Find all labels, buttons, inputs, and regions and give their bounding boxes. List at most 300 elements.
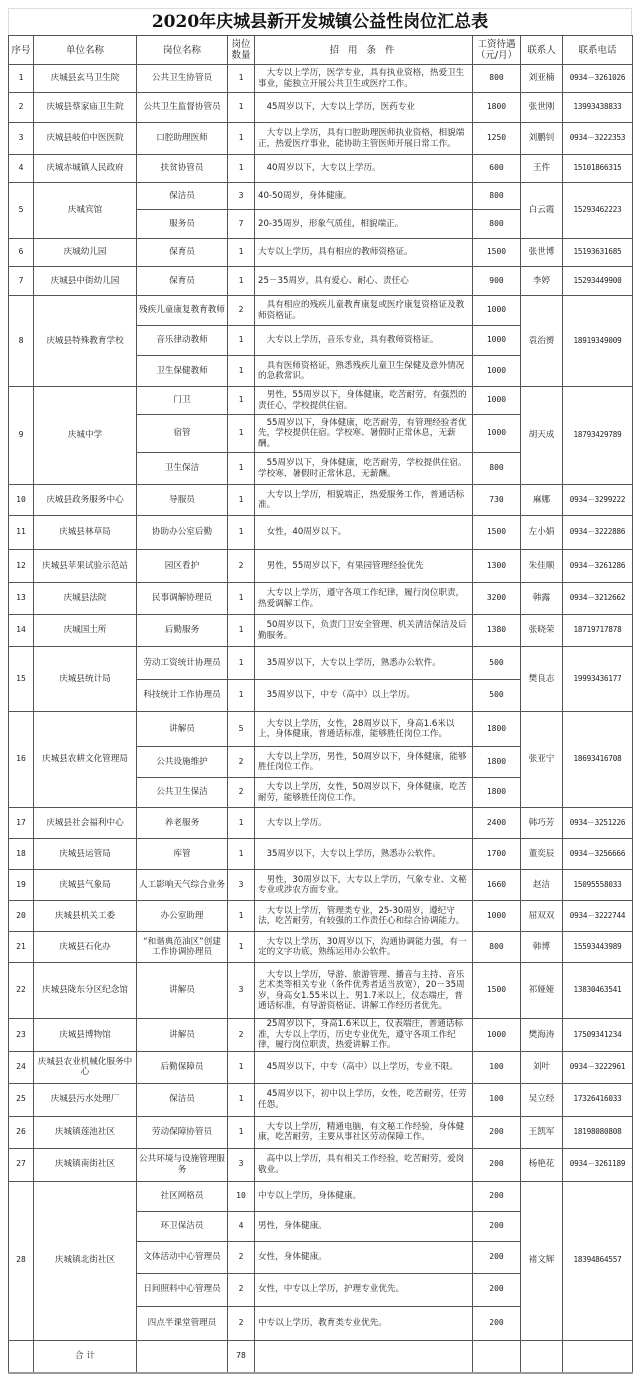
contact-person: 屈双双 bbox=[521, 901, 563, 932]
total-position-empty bbox=[137, 1340, 228, 1373]
position-name: 导服员 bbox=[137, 485, 228, 516]
table-row bbox=[9, 583, 633, 615]
position-count: 1 bbox=[228, 93, 255, 123]
table-row bbox=[9, 239, 633, 267]
position-count: 1 bbox=[228, 356, 255, 387]
row-number: 15 bbox=[9, 647, 34, 712]
position-count: 3 bbox=[228, 1148, 255, 1181]
contact-phone: 0934－3261286 bbox=[563, 550, 633, 583]
position-count: 2 bbox=[228, 1241, 255, 1273]
position-name: 门卫 bbox=[137, 387, 228, 415]
row-number: 7 bbox=[9, 267, 34, 296]
contact-person: 祁娅娅 bbox=[521, 963, 563, 1019]
position-count: 1 bbox=[228, 647, 255, 680]
header-no: 序号 bbox=[9, 36, 34, 65]
position-count: 1 bbox=[228, 415, 255, 453]
salary: 1300 bbox=[473, 550, 521, 583]
document-title: 2020年庆城县新开发城镇公益性岗位汇总表 bbox=[8, 8, 632, 35]
contact-person: 王凯军 bbox=[521, 1116, 563, 1148]
position-count: 1 bbox=[228, 123, 255, 155]
table-row bbox=[9, 516, 633, 550]
requirements: 大专以上学历，具有口腔助理医师执业资格，相貌端正，热爱医疗事业，能协助主管医师开展日常工作。 bbox=[255, 123, 473, 155]
contact-phone: 18919349009 bbox=[563, 296, 633, 387]
requirements: 55周岁以下，身体健康，吃苦耐劳，有管理经验者优先，学校提供住宿。学校寒、暑假时正常休息，无薪酬。 bbox=[255, 415, 473, 453]
row-number: 28 bbox=[9, 1181, 34, 1340]
position-name: 保洁员 bbox=[137, 183, 228, 210]
requirements: 大专以上学历，30周岁以下，沟通协调能力强，有一定的文字功底，熟练运用办公软件。 bbox=[255, 932, 473, 963]
position-name: 民事调解协理员 bbox=[137, 583, 228, 615]
contact-phone: 13993438833 bbox=[563, 93, 633, 123]
contact-person: 张亚宁 bbox=[521, 712, 563, 808]
position-count: 1 bbox=[228, 901, 255, 932]
requirements: 大专以上学历，女性，28周岁以下，身高1.6米以上，身体健康，普通话标准，能够胜任岗位工作。 bbox=[255, 712, 473, 747]
unit-name: 庆城县污水处理厂 bbox=[34, 1083, 137, 1116]
contact-person: 张世刚 bbox=[521, 93, 563, 123]
unit-name: 庆城县中街幼儿园 bbox=[34, 267, 137, 296]
table-row bbox=[9, 901, 633, 932]
salary: 800 bbox=[473, 210, 521, 239]
row-number: 19 bbox=[9, 870, 34, 901]
table-row bbox=[9, 387, 633, 415]
position-name: 保洁员 bbox=[137, 1083, 228, 1116]
position-count: 10 bbox=[228, 1181, 255, 1211]
row-number: 17 bbox=[9, 808, 34, 839]
unit-name: 庆城镇莲池社区 bbox=[34, 1116, 137, 1148]
header-phone: 联系电话 bbox=[563, 36, 633, 65]
salary: 1500 bbox=[473, 516, 521, 550]
position-count: 1 bbox=[228, 1083, 255, 1116]
table-body bbox=[9, 65, 633, 1374]
salary: 800 bbox=[473, 183, 521, 210]
position-name: 公共环境与设施管理服务 bbox=[137, 1148, 228, 1181]
requirements: 具有医师资格证，熟悉残疾儿童卫生保健及意外情况的急救常识。 bbox=[255, 356, 473, 387]
contact-phone: 0934－3222961 bbox=[563, 1051, 633, 1083]
table-row bbox=[9, 808, 633, 839]
contact-phone: 15593443989 bbox=[563, 932, 633, 963]
requirements: 中专以上学历，身体健康。 bbox=[255, 1181, 473, 1211]
unit-name: 庆城县机关工委 bbox=[34, 901, 137, 932]
contact-phone: 0934－3251226 bbox=[563, 808, 633, 839]
position-name: 宿管 bbox=[137, 415, 228, 453]
contact-person: 朱佳顺 bbox=[521, 550, 563, 583]
requirements: 35周岁以下，大专以上学历，熟悉办公软件。 bbox=[255, 839, 473, 870]
unit-name: 庆城县陇东分区纪念馆 bbox=[34, 963, 137, 1019]
position-name: 后勤保障员 bbox=[137, 1051, 228, 1083]
position-name: 讲解员 bbox=[137, 963, 228, 1019]
unit-name: 庆城县石化办 bbox=[34, 932, 137, 963]
unit-name: 庆城县运管局 bbox=[34, 839, 137, 870]
row-number: 2 bbox=[9, 93, 34, 123]
position-count: 2 bbox=[228, 1273, 255, 1306]
salary: 500 bbox=[473, 647, 521, 680]
unit-name: 庆城国土所 bbox=[34, 615, 137, 647]
unit-name: 庆城县农业机械化服务中心 bbox=[34, 1051, 137, 1083]
salary: 1500 bbox=[473, 239, 521, 267]
contact-person: 刘鹏钊 bbox=[521, 123, 563, 155]
position-count: 1 bbox=[228, 1116, 255, 1148]
position-count: 1 bbox=[228, 1051, 255, 1083]
table-row bbox=[9, 296, 633, 326]
unit-name: 庆城县社会福利中心 bbox=[34, 808, 137, 839]
position-name: 文体活动中心管理员 bbox=[137, 1241, 228, 1273]
table-row bbox=[9, 647, 633, 680]
row-number: 13 bbox=[9, 583, 34, 615]
table-row bbox=[9, 1148, 633, 1181]
table-row bbox=[9, 65, 633, 93]
row-number: 26 bbox=[9, 1116, 34, 1148]
unit-name: 庆城赤城镇人民政府 bbox=[34, 155, 137, 183]
unit-name: 庆城镇北街社区 bbox=[34, 1181, 137, 1340]
table-row bbox=[9, 712, 633, 747]
position-name: 扶贫协管员 bbox=[137, 155, 228, 183]
contact-phone: 15095558033 bbox=[563, 870, 633, 901]
unit-name: 庆城县苹果试验示范站 bbox=[34, 550, 137, 583]
requirements: 高中以上学历，具有相关工作经验，吃苦耐劳，爱岗敬业。 bbox=[255, 1148, 473, 1181]
requirements: 35周岁以下，中专（高中）以上学历。 bbox=[255, 680, 473, 712]
position-name: 公共设施维护 bbox=[137, 747, 228, 778]
requirements: 女性，中专以上学历，护理专业优先。 bbox=[255, 1273, 473, 1306]
salary: 1800 bbox=[473, 747, 521, 778]
unit-name: 庆城中学 bbox=[34, 387, 137, 485]
requirements: 20-35周岁，形象气质佳，相貌端正。 bbox=[255, 210, 473, 239]
salary: 1000 bbox=[473, 387, 521, 415]
contact-person: 吴立经 bbox=[521, 1083, 563, 1116]
contact-phone: 15293449900 bbox=[563, 267, 633, 296]
unit-name: 庆城县玄马卫生院 bbox=[34, 65, 137, 93]
row-number: 11 bbox=[9, 516, 34, 550]
position-count: 2 bbox=[228, 550, 255, 583]
row-number: 27 bbox=[9, 1148, 34, 1181]
contact-phone: 0934－3222886 bbox=[563, 516, 633, 550]
table-row bbox=[9, 93, 633, 123]
row-number: 21 bbox=[9, 932, 34, 963]
total-count: 78 bbox=[228, 1340, 255, 1373]
requirements: 40周岁以下，大专以上学历。 bbox=[255, 155, 473, 183]
table-row bbox=[9, 870, 633, 901]
header-salary: 工资待遇（元/月） bbox=[473, 36, 521, 65]
contact-person: 董奕辰 bbox=[521, 839, 563, 870]
contact-person: 褚文辉 bbox=[521, 1181, 563, 1340]
table-row bbox=[9, 267, 633, 296]
contact-phone: 0934－3222744 bbox=[563, 901, 633, 932]
salary: 600 bbox=[473, 155, 521, 183]
row-number: 5 bbox=[9, 183, 34, 239]
contact-person: 韩巧芳 bbox=[521, 808, 563, 839]
table-row bbox=[9, 485, 633, 516]
salary: 730 bbox=[473, 485, 521, 516]
unit-name: 庆城县政务服务中心 bbox=[34, 485, 137, 516]
requirements: 男性，55周岁以下，有果园管理经验优先 bbox=[255, 550, 473, 583]
requirements: 50周岁以下，负责门卫安全管理、机关清洁保洁及后勤服务。 bbox=[255, 615, 473, 647]
position-name: 保育员 bbox=[137, 239, 228, 267]
row-number: 16 bbox=[9, 712, 34, 808]
table-row bbox=[9, 1051, 633, 1083]
salary: 800 bbox=[473, 65, 521, 93]
contact-phone: 15293462223 bbox=[563, 183, 633, 239]
unit-name: 庆城幼儿园 bbox=[34, 239, 137, 267]
requirements: 大专以上学历，女性，50周岁以下，身体健康，吃苦耐劳，能够胜任岗位工作。 bbox=[255, 778, 473, 808]
row-number: 25 bbox=[9, 1083, 34, 1116]
requirements: 男性，30周岁以下，大专以上学历，气象专业、文秘专业或涉农方面专业。 bbox=[255, 870, 473, 901]
position-count: 1 bbox=[228, 155, 255, 183]
unit-name: 庆城县法院 bbox=[34, 583, 137, 615]
position-count: 1 bbox=[228, 680, 255, 712]
position-count: 1 bbox=[228, 932, 255, 963]
position-count: 3 bbox=[228, 963, 255, 1019]
total-row bbox=[9, 1340, 633, 1373]
contact-phone: 17326416033 bbox=[563, 1083, 633, 1116]
salary: 1000 bbox=[473, 356, 521, 387]
contact-person: 李婷 bbox=[521, 267, 563, 296]
position-name: 协助办公室后勤 bbox=[137, 516, 228, 550]
salary: 200 bbox=[473, 1181, 521, 1211]
position-count: 1 bbox=[228, 326, 255, 356]
contact-phone: 17509341234 bbox=[563, 1019, 633, 1052]
position-count: 1 bbox=[228, 239, 255, 267]
requirements: 大专以上学历，管理类专业，25-30周岁，遵纪守法，吃苦耐劳，有较强的工作责任心和综合协调能力。 bbox=[255, 901, 473, 932]
header-unit: 单位名称 bbox=[34, 36, 137, 65]
requirements: 大专以上学历，具有相应的教师资格证。 bbox=[255, 239, 473, 267]
position-name: 卫生保健教师 bbox=[137, 356, 228, 387]
salary: 100 bbox=[473, 1083, 521, 1116]
salary: 3200 bbox=[473, 583, 521, 615]
position-count: 1 bbox=[228, 485, 255, 516]
position-count: 1 bbox=[228, 583, 255, 615]
row-number: 23 bbox=[9, 1019, 34, 1052]
salary: 200 bbox=[473, 1148, 521, 1181]
requirements: 大专以上学历，遵守各项工作纪律，履行岗位职责，热爱调解工作。 bbox=[255, 583, 473, 615]
position-name: 音乐律动教师 bbox=[137, 326, 228, 356]
contact-person: 刘亚楠 bbox=[521, 65, 563, 93]
table-row bbox=[9, 550, 633, 583]
requirements: 40-50周岁，身体健康。 bbox=[255, 183, 473, 210]
requirements: 大专以上学历，医学专业，具有执业资格，热爱卫生事业，能独立开展公共卫生或医疗工作。 bbox=[255, 65, 473, 93]
salary: 1800 bbox=[473, 93, 521, 123]
contact-person: 韩露 bbox=[521, 583, 563, 615]
position-name: 社区网格员 bbox=[137, 1181, 228, 1211]
row-number: 20 bbox=[9, 901, 34, 932]
position-count: 1 bbox=[228, 65, 255, 93]
position-count: 7 bbox=[228, 210, 255, 239]
position-name: 人工影响天气综合业务 bbox=[137, 870, 228, 901]
position-name: 劳动保障协管员 bbox=[137, 1116, 228, 1148]
contact-phone: 18693416708 bbox=[563, 712, 633, 808]
salary: 900 bbox=[473, 267, 521, 296]
salary: 1500 bbox=[473, 963, 521, 1019]
table-row bbox=[9, 1083, 633, 1116]
contact-phone: 18719717878 bbox=[563, 615, 633, 647]
total-phone-empty bbox=[563, 1340, 633, 1373]
requirements: 45周岁以下，中专（高中）以上学历，专业不限。 bbox=[255, 1051, 473, 1083]
position-count: 3 bbox=[228, 183, 255, 210]
requirements: 25－35周岁，具有爱心、耐心、责任心 bbox=[255, 267, 473, 296]
positions-table bbox=[8, 35, 633, 1374]
salary: 1000 bbox=[473, 901, 521, 932]
contact-phone: 0934－3222353 bbox=[563, 123, 633, 155]
contact-phone: 15193631685 bbox=[563, 239, 633, 267]
salary: 1800 bbox=[473, 778, 521, 808]
contact-person: 樊良志 bbox=[521, 647, 563, 712]
contact-phone: 18394864557 bbox=[563, 1181, 633, 1340]
total-label: 合 计 bbox=[34, 1340, 137, 1373]
contact-phone: 13830463541 bbox=[563, 963, 633, 1019]
position-name: 办公室助理 bbox=[137, 901, 228, 932]
salary: 200 bbox=[473, 1116, 521, 1148]
salary: 1660 bbox=[473, 870, 521, 901]
salary: 200 bbox=[473, 1273, 521, 1306]
row-number: 6 bbox=[9, 239, 34, 267]
position-count: 2 bbox=[228, 1019, 255, 1052]
contact-phone: 18793429789 bbox=[563, 387, 633, 485]
total-contact-empty bbox=[521, 1340, 563, 1373]
requirements: 45周岁以下，初中以上学历，女性，吃苦耐劳，任劳任怨。 bbox=[255, 1083, 473, 1116]
row-number: 14 bbox=[9, 615, 34, 647]
salary: 2400 bbox=[473, 808, 521, 839]
contact-person: 左小娟 bbox=[521, 516, 563, 550]
salary: 200 bbox=[473, 1241, 521, 1273]
unit-name: 庆城县岐伯中医医院 bbox=[34, 123, 137, 155]
position-name: “和谐典范油区”创建工作协调协理员 bbox=[137, 932, 228, 963]
requirements: 大专以上学历，男性，50周岁以下，身体健康，能够胜任岗位工作。 bbox=[255, 747, 473, 778]
table-row bbox=[9, 963, 633, 1019]
table-row bbox=[9, 932, 633, 963]
position-count: 1 bbox=[228, 267, 255, 296]
position-count: 1 bbox=[228, 615, 255, 647]
salary: 500 bbox=[473, 680, 521, 712]
position-name: 公共卫生监督协管员 bbox=[137, 93, 228, 123]
position-count: 1 bbox=[228, 516, 255, 550]
contact-phone: 15101866315 bbox=[563, 155, 633, 183]
unit-name: 庆城县气象局 bbox=[34, 870, 137, 901]
salary: 200 bbox=[473, 1211, 521, 1241]
table-row bbox=[9, 183, 633, 210]
row-number: 22 bbox=[9, 963, 34, 1019]
salary: 1250 bbox=[473, 123, 521, 155]
position-name: 日间照料中心管理员 bbox=[137, 1273, 228, 1306]
salary: 800 bbox=[473, 453, 521, 485]
row-number: 8 bbox=[9, 296, 34, 387]
contact-person: 韩博 bbox=[521, 932, 563, 963]
row-number: 18 bbox=[9, 839, 34, 870]
header-contact: 联系人 bbox=[521, 36, 563, 65]
contact-person: 樊海涛 bbox=[521, 1019, 563, 1052]
document-sheet bbox=[8, 8, 632, 1374]
requirements: 大专以上学历，导游、旅游管理、播音与主持、音乐艺术类等相关专业（条件优秀者适当放宽），20－35周岁，身高女1.55米以上、男1.7米以上，仪态端庄，普通话标准，有导游资格证、讲解工作经历者优先。 bbox=[255, 963, 473, 1019]
contact-person: 胡天成 bbox=[521, 387, 563, 485]
contact-person: 张晓荣 bbox=[521, 615, 563, 647]
row-number: 10 bbox=[9, 485, 34, 516]
position-count: 4 bbox=[228, 1211, 255, 1241]
position-name: 残疾儿童康复教育教师 bbox=[137, 296, 228, 326]
salary: 1000 bbox=[473, 415, 521, 453]
contact-phone: 0934－3261189 bbox=[563, 1148, 633, 1181]
requirements: 25周岁以下，身高1.6米以上，仪表端庄，普通话标准，大专以上学历，历史专业优先，遵守各项工作纪律，履行岗位职责，热爱讲解工作。 bbox=[255, 1019, 473, 1052]
total-salary-empty bbox=[473, 1340, 521, 1373]
table-row bbox=[9, 155, 633, 183]
position-name: 保育员 bbox=[137, 267, 228, 296]
header-row bbox=[9, 36, 633, 65]
contact-phone: 0934－3256666 bbox=[563, 839, 633, 870]
contact-person: 麻娜 bbox=[521, 485, 563, 516]
position-count: 2 bbox=[228, 1306, 255, 1340]
position-count: 3 bbox=[228, 870, 255, 901]
requirements: 具有相应的残疾儿童教育康复或医疗康复资格证及教师资格证。 bbox=[255, 296, 473, 326]
row-number: 24 bbox=[9, 1051, 34, 1083]
position-name: 公共卫生保洁 bbox=[137, 778, 228, 808]
contact-phone: 0934－3299222 bbox=[563, 485, 633, 516]
position-count: 2 bbox=[228, 296, 255, 326]
requirements: 55周岁以下，身体健康，吃苦耐劳，学校提供住宿。学校寒、暑假时正常休息，无薪酬。 bbox=[255, 453, 473, 485]
contact-person: 白云霞 bbox=[521, 183, 563, 239]
unit-name: 庆城县统计局 bbox=[34, 647, 137, 712]
contact-phone: 18198080808 bbox=[563, 1116, 633, 1148]
salary: 1700 bbox=[473, 839, 521, 870]
position-name: 公共卫生协管员 bbox=[137, 65, 228, 93]
total-spacer bbox=[9, 1340, 34, 1373]
table-row bbox=[9, 615, 633, 647]
contact-person: 杨艳花 bbox=[521, 1148, 563, 1181]
unit-name: 庆城镇南街社区 bbox=[34, 1148, 137, 1181]
position-name: 园区看护 bbox=[137, 550, 228, 583]
position-count: 2 bbox=[228, 778, 255, 808]
contact-person: 刘叶 bbox=[521, 1051, 563, 1083]
table-row bbox=[9, 839, 633, 870]
position-name: 养老服务 bbox=[137, 808, 228, 839]
salary: 1000 bbox=[473, 326, 521, 356]
contact-person: 赵洁 bbox=[521, 870, 563, 901]
table-row bbox=[9, 1019, 633, 1052]
position-name: 环卫保洁员 bbox=[137, 1211, 228, 1241]
salary: 200 bbox=[473, 1306, 521, 1340]
contact-person: 袁治赟 bbox=[521, 296, 563, 387]
requirements: 35周岁以下，大专以上学历，熟悉办公软件。 bbox=[255, 647, 473, 680]
contact-person: 王件 bbox=[521, 155, 563, 183]
position-name: 库管 bbox=[137, 839, 228, 870]
position-count: 1 bbox=[228, 387, 255, 415]
requirements: 大专以上学历，相貌端正，热爱服务工作，普通话标准。 bbox=[255, 485, 473, 516]
position-name: 讲解员 bbox=[137, 712, 228, 747]
unit-name: 庆城县特殊教育学校 bbox=[34, 296, 137, 387]
row-number: 3 bbox=[9, 123, 34, 155]
salary: 1000 bbox=[473, 1019, 521, 1052]
position-count: 1 bbox=[228, 453, 255, 485]
unit-name: 庆城县农耕文化管理局 bbox=[34, 712, 137, 808]
header-requirements: 招 用 条 件 bbox=[255, 36, 473, 65]
table-row bbox=[9, 1116, 633, 1148]
table-row bbox=[9, 1181, 633, 1211]
position-name: 讲解员 bbox=[137, 1019, 228, 1052]
requirements: 男性，身体健康。 bbox=[255, 1211, 473, 1241]
row-number: 12 bbox=[9, 550, 34, 583]
position-name: 四点半课堂管理员 bbox=[137, 1306, 228, 1340]
row-number: 1 bbox=[9, 65, 34, 93]
contact-person: 张世博 bbox=[521, 239, 563, 267]
requirements: 大专以上学历，音乐专业，具有教师资格证。 bbox=[255, 326, 473, 356]
unit-name: 庆城县博物馆 bbox=[34, 1019, 137, 1052]
position-name: 服务员 bbox=[137, 210, 228, 239]
row-number: 9 bbox=[9, 387, 34, 485]
requirements: 男性，55周岁以下，身体健康，吃苦耐劳，有强烈的责任心，学校提供住宿。 bbox=[255, 387, 473, 415]
total-req-empty bbox=[255, 1340, 473, 1373]
row-number: 4 bbox=[9, 155, 34, 183]
position-count: 1 bbox=[228, 808, 255, 839]
salary: 1000 bbox=[473, 296, 521, 326]
requirements: 大专以上学历，精通电脑，有文秘工作经验，身体健康，吃苦耐劳，主要从事社区劳动保障工作。 bbox=[255, 1116, 473, 1148]
unit-name: 庆城县蔡家庙卫生院 bbox=[34, 93, 137, 123]
position-name: 科技统计工作协理员 bbox=[137, 680, 228, 712]
position-name: 劳动工资统计协理员 bbox=[137, 647, 228, 680]
position-count: 1 bbox=[228, 839, 255, 870]
